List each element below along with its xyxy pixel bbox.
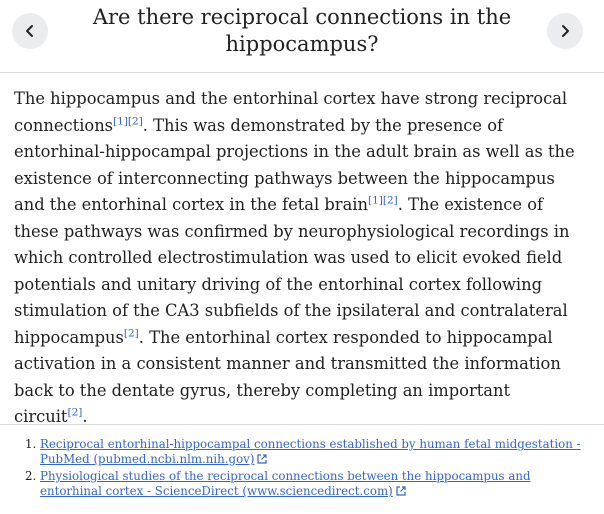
- citation-link[interactable]: [2]: [123, 327, 139, 340]
- previous-button[interactable]: [12, 13, 48, 49]
- citation-link[interactable]: [2]: [67, 406, 83, 419]
- citation-link[interactable]: [1]: [113, 115, 128, 128]
- citation-link[interactable]: [2]: [127, 115, 143, 128]
- external-link-icon[interactable]: [257, 454, 267, 464]
- citation-group: [113, 115, 143, 127]
- reference-link[interactable]: Reciprocal entorhinal-hippocampal connections established by human fetal midgestation - PubMed (pubmed.ncbi.nlm.nih.gov): [40, 437, 581, 466]
- page-title: Are there reciprocal connections in the hippocampus?: [92, 5, 512, 56]
- answer-paragraph: [14, 86, 586, 431]
- reference-link[interactable]: Physiological studies of the reciprocal connections between the hippocampus and entorhinal cortex - ScienceDirect (www.sciencedirect.com): [40, 469, 531, 498]
- chevron-right-icon: [558, 24, 572, 38]
- answer-text: . The existence of these pathways was confirmed by neurophysiological recordings in which controlled electrostimulation was used to elicit evoked field potentials and unitary driving of the entorhinal cortex following stimulation of the CA3 subfields of the ipsilateral and contralateral hippocampus: [14, 195, 570, 347]
- citation-link[interactable]: [1]: [368, 194, 383, 207]
- answer-text: The hippocampus and the entorhinal cortex have strong reciprocal connections: [14, 89, 568, 135]
- answer-text: . This was demonstrated by the presence of entorhinal-hippocampal projections in the adult brain as well as the existence of interconnecting pathways between the hippocampus and the entorhinal cortex in the fetal brain: [14, 115, 575, 214]
- chevron-left-icon: [23, 24, 37, 38]
- header: [0, 0, 604, 73]
- external-link-icon[interactable]: [396, 486, 406, 496]
- citation-group: [124, 327, 139, 339]
- citation-group: [368, 195, 398, 207]
- reference-list: [26, 437, 586, 501]
- citation-link[interactable]: [2]: [382, 194, 398, 207]
- citation-group: [67, 407, 82, 419]
- reference-item: [40, 437, 586, 467]
- next-button[interactable]: [547, 13, 583, 49]
- references-section: [0, 424, 604, 514]
- reference-item: [40, 469, 586, 499]
- answer-text: .: [82, 407, 88, 426]
- answer-text: . The entorhinal cortex responded to hippocampal activation in a consistent manner and transmitted the information back to the dentate gyrus, thereby completing an important circuit: [14, 327, 561, 426]
